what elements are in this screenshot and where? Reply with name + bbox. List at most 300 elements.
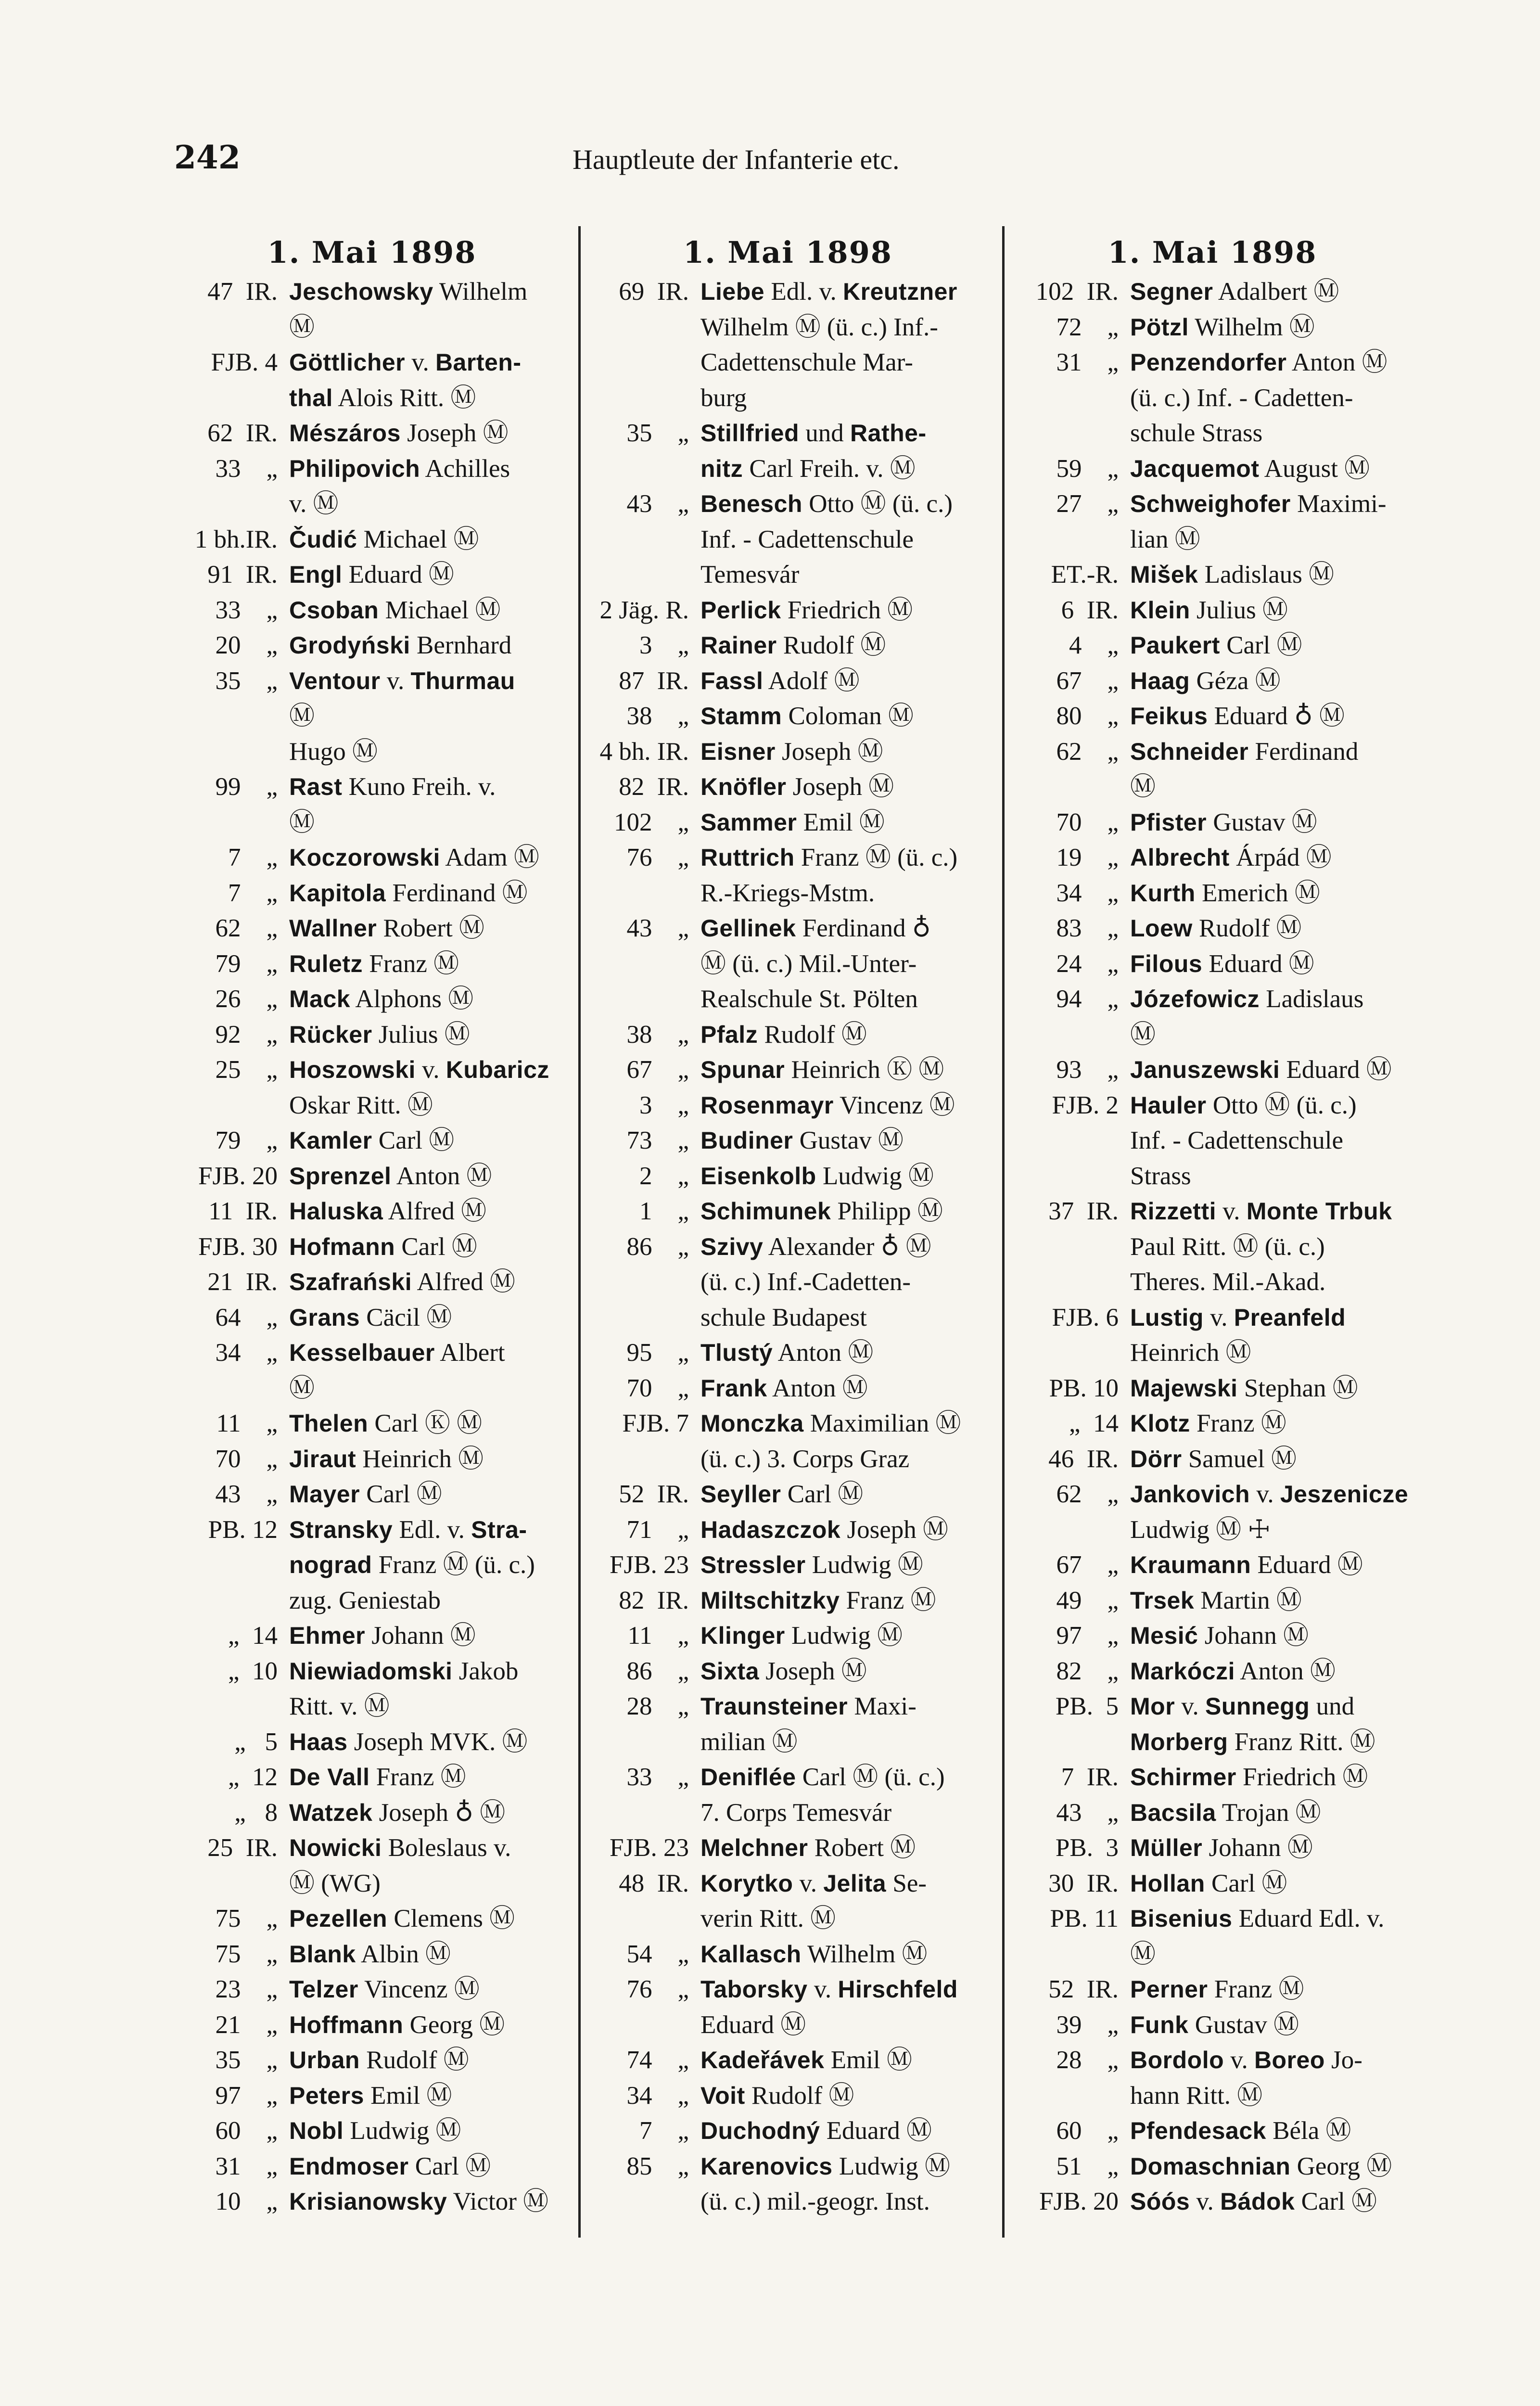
entry-list xyxy=(172,274,572,2220)
officer-entry: Sixta Joseph Ⓜ xyxy=(700,1657,867,1685)
regiment-label: FJB. 6 xyxy=(1052,1303,1119,1331)
officer-entry: Januszewski Eduard Ⓜ xyxy=(1130,1056,1392,1084)
regiment-label: 94 „ xyxy=(1056,985,1119,1013)
list-item xyxy=(585,2113,991,2149)
list-item xyxy=(585,769,991,805)
officer-entry: Rainer Rudolf Ⓜ xyxy=(700,631,886,659)
officer-entry: Wallner Robert Ⓜ xyxy=(289,914,484,942)
list-item xyxy=(1008,2184,1417,2220)
officer-entry: Schimunek Philipp Ⓜ xyxy=(700,1197,943,1225)
officer-entry: Budiner Gustav Ⓜ xyxy=(700,1126,904,1154)
officer-entry: Ventour v. Thurmau Ⓜ Hugo Ⓜ xyxy=(289,666,515,766)
regiment-label: 54 „ xyxy=(626,1940,689,1968)
regiment-label: 38 „ xyxy=(626,1020,689,1049)
regiment-label: 28 „ xyxy=(626,1692,689,1720)
officer-entry: Segner Adalbert Ⓜ xyxy=(1130,278,1339,306)
list-item xyxy=(1008,2113,1417,2149)
officer-entry: Eisner Joseph Ⓜ xyxy=(700,737,883,766)
officer-entry: Frank Anton Ⓜ xyxy=(700,1374,868,1402)
regiment-label: 91 IR. xyxy=(207,561,278,589)
list-item xyxy=(585,1972,991,2043)
regiment-label: PB. 12 xyxy=(208,1515,278,1544)
regiment-label: 34 „ xyxy=(626,2081,689,2110)
regiment-label: 7 „ xyxy=(228,879,278,907)
regiment-label: 33 „ xyxy=(215,596,278,624)
list-item xyxy=(172,345,572,416)
officer-entry: Blank Albin Ⓜ xyxy=(289,1940,451,1968)
list-item xyxy=(585,1866,991,1937)
list-item xyxy=(585,1583,991,1619)
regiment-label: 83 „ xyxy=(1056,914,1119,942)
list-item xyxy=(1008,274,1417,310)
list-item xyxy=(1008,1795,1417,1831)
regiment-label: 51 „ xyxy=(1056,2152,1119,2180)
regiment-label: 60 „ xyxy=(1056,2117,1119,2145)
list-item xyxy=(1008,1866,1417,1902)
regiment-label: 11 IR. xyxy=(208,1197,278,1225)
officer-entry: Nowicki Boleslaus v. Ⓜ (WG) xyxy=(289,1834,511,1897)
officer-entry: Jankovich v. Jeszenicze Ludwig Ⓜ ☩ xyxy=(1130,1480,1409,1544)
regiment-label: 31 „ xyxy=(215,2152,278,2180)
list-item xyxy=(585,1477,991,1512)
officer-entry: Kadeřávek Emil Ⓜ xyxy=(700,2046,913,2074)
list-item xyxy=(1008,664,1417,699)
officer-entry: De Vall Franz Ⓜ xyxy=(289,1763,466,1791)
officer-entry: Spunar Heinrich Ⓚ Ⓜ xyxy=(700,1056,944,1084)
list-item xyxy=(585,1830,991,1866)
regiment-label: FJB. 23 xyxy=(610,1551,689,1579)
officer-entry: Voit Rudolf Ⓜ xyxy=(700,2081,854,2110)
officer-entry: Knöfler Joseph Ⓜ xyxy=(700,773,894,801)
regiment-label: 43 „ xyxy=(626,490,689,518)
officer-entry: Pötzl Wilhelm Ⓜ xyxy=(1130,313,1315,341)
list-item xyxy=(1008,1689,1417,1760)
officer-entry: Fassl Adolf Ⓜ xyxy=(700,666,860,695)
list-item xyxy=(172,1017,572,1053)
list-item xyxy=(172,1123,572,1159)
list-item xyxy=(1008,840,1417,876)
list-item xyxy=(172,1335,572,1406)
regiment-label: 35 „ xyxy=(626,419,689,447)
regiment-label: 7 „ xyxy=(639,2117,689,2145)
list-item xyxy=(585,2078,991,2114)
officer-entry: Watzek Joseph ♁ Ⓜ xyxy=(289,1798,506,1827)
list-item xyxy=(1008,2043,1417,2113)
regiment-label: „ 12 xyxy=(228,1763,278,1791)
regiment-label: 67 „ xyxy=(1056,666,1119,695)
regiment-label: 26 „ xyxy=(215,985,278,1013)
regiment-label: „ 8 xyxy=(234,1798,278,1827)
regiment-label: 10 „ xyxy=(215,2188,278,2215)
list-item xyxy=(585,1159,991,1194)
list-item xyxy=(1008,734,1417,805)
officer-entry: Hoszowski v. Kubaricz Oskar Ritt. Ⓜ xyxy=(289,1056,549,1119)
regiment-label: 47 IR. xyxy=(207,278,278,306)
regiment-label: 79 „ xyxy=(215,949,278,978)
regiment-label: 2 „ xyxy=(639,1162,689,1190)
regiment-label: 92 „ xyxy=(215,1020,278,1049)
officer-entry: Mišek Ladislaus Ⓜ xyxy=(1130,561,1335,589)
officer-entry: Grodyński Bernhard xyxy=(289,631,512,659)
officer-entry: Stransky Edl. v. Stra- nograd Franz Ⓜ (ü. c.) zug. Geniestab xyxy=(289,1515,535,1614)
regiment-label: 64 „ xyxy=(215,1303,278,1331)
list-item xyxy=(585,734,991,770)
list-item xyxy=(172,1654,572,1725)
officer-entry: Sóós v. Bádok Carl Ⓜ xyxy=(1130,2188,1377,2215)
officer-entry: Koczorowski Adam Ⓜ xyxy=(289,844,540,871)
regiment-label: 33 „ xyxy=(215,454,278,483)
regiment-label: 35 „ xyxy=(215,2046,278,2074)
regiment-label: 60 „ xyxy=(215,2117,278,2145)
officer-entry: Thelen Carl Ⓚ Ⓜ xyxy=(289,1409,483,1437)
regiment-label: 62 IR. xyxy=(207,419,278,447)
page-number: 242 xyxy=(174,139,241,176)
regiment-label: FJB. 2 xyxy=(1052,1091,1119,1119)
officer-entry: Dörr Samuel Ⓜ xyxy=(1130,1445,1297,1473)
officer-entry: Funk Gustav Ⓜ xyxy=(1130,2010,1299,2039)
officer-entry: Eisenkolb Ludwig Ⓜ xyxy=(700,1162,934,1190)
officer-entry: Benesch Otto Ⓜ (ü. c.) Inf. - Cadettenschule Temesvár xyxy=(700,490,953,589)
officer-entry: Traunsteiner Maxi- milian Ⓜ xyxy=(700,1692,916,1756)
officer-entry: Rosenmayr Vincenz Ⓜ xyxy=(700,1091,955,1119)
regiment-label: 1 „ xyxy=(639,1197,689,1225)
officer-entry: Mészáros Joseph Ⓜ xyxy=(289,419,509,447)
officer-entry: Seyller Carl Ⓜ xyxy=(700,1480,864,1508)
regiment-label: ET.-R. xyxy=(1051,561,1119,589)
officer-entry: Ruletz Franz Ⓜ xyxy=(289,949,459,978)
regiment-label: 71 „ xyxy=(626,1515,689,1544)
regiment-label: FJB. 23 xyxy=(610,1834,689,1862)
regiment-label: PB. 3 xyxy=(1055,1834,1119,1862)
regiment-label: „ 10 xyxy=(228,1657,278,1685)
officer-entry: Mayer Carl Ⓜ xyxy=(289,1480,442,1508)
regiment-label: FJB. 30 xyxy=(198,1232,278,1261)
officer-entry: Mack Alphons Ⓜ xyxy=(289,985,474,1013)
list-item xyxy=(1008,1406,1417,1442)
list-item xyxy=(1008,310,1417,346)
list-item xyxy=(172,664,572,770)
list-item xyxy=(172,1194,572,1229)
regiment-label: 21 IR. xyxy=(207,1268,278,1296)
officer-entry: Pfendesack Béla Ⓜ xyxy=(1130,2117,1351,2145)
running-title: Hauptleute der Infanterie etc. xyxy=(573,144,900,175)
officer-entry: Stressler Ludwig Ⓜ xyxy=(700,1551,923,1579)
column-heading: 1. Mai 1898 xyxy=(1107,235,1317,270)
column-rule-right xyxy=(1002,226,1005,2238)
list-item xyxy=(172,1830,572,1901)
list-item xyxy=(172,2043,572,2078)
officer-entry: Loew Rudolf Ⓜ xyxy=(1130,914,1302,942)
regiment-label: 4 „ xyxy=(1069,631,1119,659)
officer-entry: Bisenius Eduard Edl. v. Ⓜ xyxy=(1130,1905,1385,1968)
list-item xyxy=(1008,451,1417,487)
list-item xyxy=(1008,1442,1417,1477)
list-item xyxy=(172,2149,572,2185)
regiment-label: 23 „ xyxy=(215,1975,278,2003)
list-item xyxy=(585,699,991,734)
regiment-label: 62 „ xyxy=(1056,1480,1119,1508)
column-heading: 1. Mai 1898 xyxy=(683,235,892,270)
list-item xyxy=(585,2149,991,2220)
regiment-label: 27 „ xyxy=(1056,490,1119,518)
regiment-label: 7 „ xyxy=(228,844,278,871)
officer-entry: Pfister Gustav Ⓜ xyxy=(1130,808,1317,836)
officer-entry: Nobl Ludwig Ⓜ xyxy=(289,2117,461,2145)
list-item xyxy=(172,628,572,664)
list-item xyxy=(172,1760,572,1795)
list-item xyxy=(172,840,572,876)
list-item xyxy=(172,274,572,345)
list-item xyxy=(1008,876,1417,911)
list-item xyxy=(585,664,991,699)
regiment-label: 11 „ xyxy=(627,1622,689,1650)
regiment-label: 59 „ xyxy=(1056,454,1119,483)
officer-entry: Krisianowsky Victor Ⓜ xyxy=(289,2188,549,2215)
regiment-label: 19 „ xyxy=(1056,844,1119,871)
list-item xyxy=(585,1548,991,1583)
regiment-label: „ 14 xyxy=(228,1622,278,1650)
list-item xyxy=(1008,1618,1417,1654)
regiment-label: 70 „ xyxy=(626,1374,689,1402)
list-item xyxy=(172,2113,572,2149)
officer-entry: Müller Johann Ⓜ xyxy=(1130,1834,1313,1862)
officer-entry: Haluska Alfred Ⓜ xyxy=(289,1197,487,1225)
regiment-label: 62 „ xyxy=(1056,737,1119,766)
officer-entry: Trsek Martin Ⓜ xyxy=(1130,1586,1302,1614)
list-item xyxy=(172,2184,572,2220)
officer-entry: Karenovics Ludwig Ⓜ (ü. c.) mil.-geogr. Inst. xyxy=(700,2152,950,2215)
list-item xyxy=(585,1760,991,1830)
list-item xyxy=(585,274,991,416)
officer-entry: Szafrański Alfred Ⓜ xyxy=(289,1268,516,1296)
list-item xyxy=(172,1229,572,1265)
list-item xyxy=(172,1937,572,1972)
officer-entry: Klinger Ludwig Ⓜ xyxy=(700,1622,903,1650)
list-item xyxy=(585,628,991,664)
officer-entry: Penzendorfer Anton Ⓜ (ü. c.) Inf. - Cadetten- schule Strass xyxy=(1130,348,1387,447)
list-item xyxy=(1008,1654,1417,1689)
regiment-label: 85 „ xyxy=(626,2152,689,2180)
regiment-label: 97 „ xyxy=(215,2081,278,2110)
regiment-label: 82 „ xyxy=(1056,1657,1119,1685)
list-item xyxy=(585,1371,991,1407)
regiment-label: 76 „ xyxy=(626,1975,689,2003)
entry-list xyxy=(585,274,991,2220)
list-item xyxy=(172,1406,572,1442)
officer-entry: Niewiadomski Jakob Ritt. v. Ⓜ xyxy=(289,1657,519,1720)
list-item xyxy=(585,1654,991,1689)
regiment-label: 2 Jäg. R. xyxy=(599,596,689,624)
list-item xyxy=(1008,947,1417,982)
list-item xyxy=(1008,1088,1417,1194)
regiment-label: „ 5 xyxy=(234,1728,278,1756)
regiment-label: 87 IR. xyxy=(619,666,689,695)
officer-entry: Monczka Maximilian Ⓜ (ü. c.) 3. Corps Graz xyxy=(700,1409,961,1473)
officer-entry: Telzer Vincenz Ⓜ xyxy=(289,1975,480,2003)
officer-entry: Hauler Otto Ⓜ (ü. c.) Inf. - Cadettenschule Strass xyxy=(1130,1091,1357,1190)
regiment-label: 82 IR. xyxy=(619,1586,689,1614)
regiment-label: 67 „ xyxy=(1056,1551,1119,1579)
list-item xyxy=(1008,2008,1417,2043)
list-item xyxy=(1008,486,1417,557)
list-item xyxy=(585,593,991,628)
list-item xyxy=(585,1194,991,1229)
list-item xyxy=(172,1442,572,1477)
officer-entry: Józefowicz Ladislaus Ⓜ xyxy=(1130,985,1364,1049)
officer-entry: Hoffmann Georg Ⓜ xyxy=(289,2010,505,2039)
officer-entry: Korytko v. Jelita Se- verin Ritt. Ⓜ xyxy=(700,1869,927,1932)
list-item xyxy=(1008,1583,1417,1619)
officer-entry: Mesić Johann Ⓜ xyxy=(1130,1622,1309,1650)
officer-entry: Schirmer Friedrich Ⓜ xyxy=(1130,1763,1368,1791)
list-item xyxy=(172,911,572,947)
list-item xyxy=(1008,628,1417,664)
list-item xyxy=(172,593,572,628)
list-item xyxy=(585,840,991,911)
regiment-label: 99 „ xyxy=(215,773,278,801)
regiment-label: 70 „ xyxy=(1056,808,1119,836)
list-item xyxy=(1008,557,1417,593)
list-item xyxy=(1008,1548,1417,1583)
regiment-label: 43 „ xyxy=(626,914,689,942)
regiment-label: 38 „ xyxy=(626,702,689,730)
list-item xyxy=(1008,593,1417,628)
officer-entry: Schweighofer Maximi- lian Ⓜ xyxy=(1130,490,1387,553)
regiment-label: 95 „ xyxy=(626,1339,689,1367)
regiment-label: 43 „ xyxy=(1056,1798,1119,1827)
regiment-label: PB. 5 xyxy=(1055,1692,1119,1720)
officer-entry: Rizzetti v. Monte Trbuk Paul Ritt. Ⓜ (ü. c.) Theres. Mil.-Akad. xyxy=(1130,1197,1392,1296)
column-1 xyxy=(172,236,572,2220)
regiment-label: 75 „ xyxy=(215,1905,278,1932)
list-item xyxy=(585,1229,991,1336)
list-item xyxy=(172,2078,572,2114)
list-item xyxy=(172,1265,572,1300)
regiment-label: 43 „ xyxy=(215,1480,278,1508)
column-2 xyxy=(585,236,991,2220)
regiment-label: PB. 11 xyxy=(1050,1905,1119,1932)
officer-entry: Mor v. Sunnegg und Morberg Franz Ritt. Ⓜ xyxy=(1130,1692,1375,1756)
regiment-label: 37 IR. xyxy=(1048,1197,1119,1225)
officer-entry: Kraumann Eduard Ⓜ xyxy=(1130,1551,1363,1579)
officer-entry: Klotz Franz Ⓜ xyxy=(1130,1409,1286,1437)
regiment-label: 25 „ xyxy=(215,1056,278,1084)
regiment-label: 80 „ xyxy=(1056,702,1119,730)
regiment-label: 86 „ xyxy=(626,1232,689,1261)
list-item xyxy=(172,1052,572,1123)
officer-entry: Jiraut Heinrich Ⓜ xyxy=(289,1445,484,1473)
regiment-label: 34 „ xyxy=(1056,879,1119,907)
officer-entry: Ehmer Johann Ⓜ xyxy=(289,1622,476,1650)
regiment-label: 31 „ xyxy=(1056,348,1119,376)
officer-entry: Tlustý Anton Ⓜ xyxy=(700,1339,874,1367)
list-item xyxy=(585,1335,991,1371)
regiment-label: 69 IR. xyxy=(619,278,689,306)
officer-entry: Endmoser Carl Ⓜ xyxy=(289,2152,491,2180)
list-item xyxy=(1008,1477,1417,1548)
column-heading: 1. Mai 1898 xyxy=(267,235,477,270)
officer-entry: Pezellen Clemens Ⓜ xyxy=(289,1905,515,1932)
officer-entry: Rast Kuno Freih. v. Ⓜ xyxy=(289,773,496,836)
regiment-label: 62 „ xyxy=(215,914,278,942)
regiment-label: 74 „ xyxy=(626,2046,689,2074)
officer-entry: Csoban Michael Ⓜ xyxy=(289,596,501,624)
officer-entry: Szivy Alexander ♁ Ⓜ (ü. c.) Inf.-Cadetten- schule Budapest xyxy=(700,1232,931,1331)
officer-entry: Grans Cäcil Ⓜ xyxy=(289,1303,452,1331)
officer-entry: Miltschitzky Franz Ⓜ xyxy=(700,1586,936,1614)
regiment-label: 46 IR. xyxy=(1048,1445,1119,1473)
list-item xyxy=(172,1512,572,1619)
officer-entry: Jacquemot August Ⓜ xyxy=(1130,454,1370,483)
list-item xyxy=(1008,911,1417,947)
officer-entry: Urban Rudolf Ⓜ xyxy=(289,2046,469,2074)
regiment-label: FJB. 7 xyxy=(622,1409,689,1437)
officer-entry: Haag Géza Ⓜ xyxy=(1130,666,1281,695)
list-item xyxy=(172,876,572,911)
officer-entry: Bacsila Trojan Ⓜ xyxy=(1130,1798,1321,1827)
column-3 xyxy=(1008,236,1417,2220)
officer-entry: Kurth Emerich Ⓜ xyxy=(1130,879,1320,907)
officer-entry: Feikus Eduard ♁ Ⓜ xyxy=(1130,702,1345,730)
list-item xyxy=(585,1689,991,1760)
regiment-label: 82 IR. xyxy=(619,773,689,801)
officer-entry: Kallasch Wilhelm Ⓜ xyxy=(700,1940,928,1968)
regiment-label: 79 „ xyxy=(215,1126,278,1154)
officer-entry: Hadaszczok Joseph Ⓜ xyxy=(700,1515,949,1544)
list-item xyxy=(172,1618,572,1654)
officer-entry: Filous Eduard Ⓜ xyxy=(1130,949,1314,978)
officer-entry: Duchodný Eduard Ⓜ xyxy=(700,2117,932,2145)
list-item xyxy=(585,1017,991,1053)
list-item xyxy=(172,522,572,558)
officer-entry: Jeschowsky Wilhelm Ⓜ xyxy=(289,278,528,341)
regiment-label: 33 „ xyxy=(626,1763,689,1791)
list-item xyxy=(172,1725,572,1760)
list-item xyxy=(585,2043,991,2078)
officer-entry: Klein Julius Ⓜ xyxy=(1130,596,1288,624)
entry-list xyxy=(1008,274,1417,2220)
regiment-label: 3 „ xyxy=(639,1091,689,1119)
officer-entry: Albrecht Árpád Ⓜ xyxy=(1130,844,1332,871)
officer-entry: Engl Eduard Ⓜ xyxy=(289,561,454,589)
list-item xyxy=(172,1477,572,1512)
officer-entry: Čudić Michael Ⓜ xyxy=(289,525,479,553)
list-item xyxy=(1008,1371,1417,1407)
list-item xyxy=(1008,982,1417,1052)
officer-entry: Perlick Friedrich Ⓜ xyxy=(700,596,913,624)
officer-entry: Stillfried und Rathe- nitz Carl Freih. v. Ⓜ xyxy=(700,419,927,483)
list-item xyxy=(172,769,572,840)
regiment-label: FJB. 4 xyxy=(211,348,278,376)
list-item xyxy=(172,1972,572,2008)
regiment-label: „ 14 xyxy=(1069,1409,1119,1437)
list-item xyxy=(585,1618,991,1654)
officer-entry: Taborsky v. Hirschfeld Eduard Ⓜ xyxy=(700,1975,958,2039)
officer-entry: Kamler Carl Ⓜ xyxy=(289,1126,455,1154)
regiment-label: 28 „ xyxy=(1056,2046,1119,2074)
regiment-label: 97 „ xyxy=(1056,1622,1119,1650)
list-item xyxy=(1008,1300,1417,1371)
list-item xyxy=(585,1406,991,1477)
list-item xyxy=(1008,1830,1417,1866)
list-item xyxy=(1008,805,1417,841)
officer-entry: Paukert Carl Ⓜ xyxy=(1130,631,1302,659)
officer-entry: Liebe Edl. v. Kreutzner Wilhelm Ⓜ (ü. c.) Inf.- Cadettenschule Mar- burg xyxy=(700,278,957,412)
list-item xyxy=(585,1088,991,1124)
officer-entry: Schneider Ferdinand Ⓜ xyxy=(1130,737,1359,801)
officer-entry: Peters Emil Ⓜ xyxy=(289,2081,452,2110)
officer-entry: Kapitola Ferdinand Ⓜ xyxy=(289,879,528,907)
